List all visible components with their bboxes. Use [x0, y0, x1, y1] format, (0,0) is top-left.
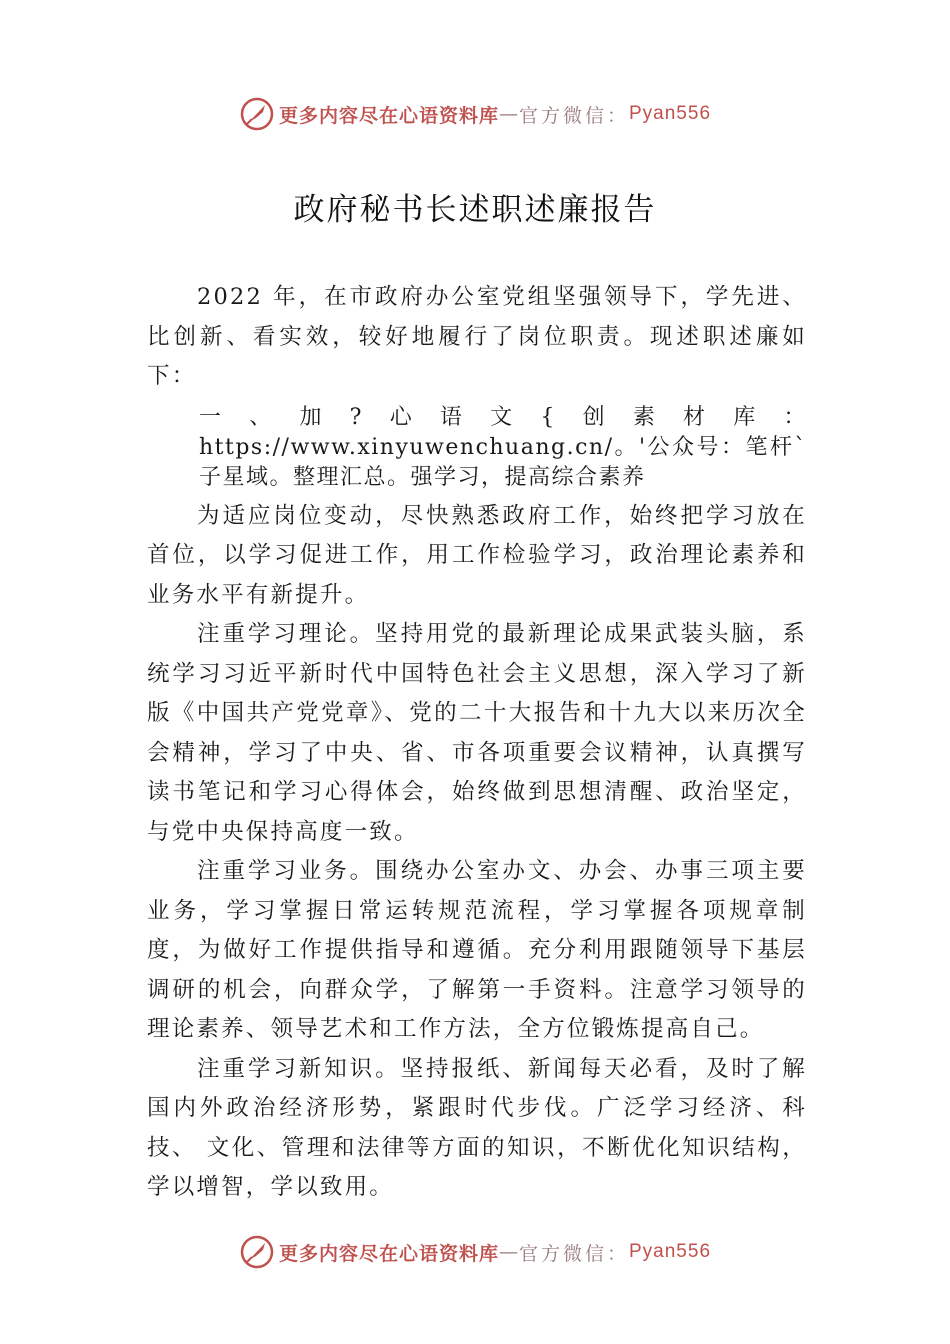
body-paragraph: 注重学习新知识。坚持报纸、新闻每天必看，及时了解国内外政治经济形势，紧跟时代步伐。广泛学习经济、科技、 文化、管理和法律等方面的知识，不断优化知识结构，学以增智，学以致用。: [147, 1055, 807, 1200]
banner-brand: 更多内容尽在心语资料库: [278, 104, 499, 127]
banner-brand: 更多内容尽在心语资料库: [278, 1242, 499, 1265]
intro-paragraph: 2022 年，在市政府办公室党组坚强领导下，学先进、比创新、看实效，较好地履行了岗位职责。现述职述廉如下：: [147, 284, 807, 389]
section-heading: 一、加?心语文{创素材库：https://www.xinyuwenchuang.cn/。'公众号：笔杆`子星域。整理汇总。强学习，提高综合素养: [199, 404, 807, 490]
header-banner: [0, 92, 950, 136]
banner-wechat-label: 官方微信：: [518, 1242, 629, 1265]
quill-circle-icon: [239, 1234, 275, 1270]
banner-separator: —: [498, 1241, 519, 1263]
footer-banner: [0, 1230, 950, 1274]
body-paragraph: 注重学习理论。坚持用党的最新理论成果武装头脑，系统学习习近平新时代中国特色社会主义思想，深入学习了新版《中国共产党党章》、党的二十大报告和十九大以来历次全会精神，学习了中央、省、市各项重要会议精神，认真撰写读书笔记和学习心得体会，始终做到思想清醒、政治坚定， 与党中央保持高度一致。: [147, 621, 807, 845]
banner-wechat-id: Pyan556: [629, 1241, 712, 1262]
document-title: 政府秘书长述职述廉报告: [293, 192, 657, 228]
banner-wechat-id: Pyan556: [629, 103, 712, 124]
banner-separator: —: [498, 103, 519, 125]
quill-circle-icon: [239, 96, 275, 132]
body-paragraph: 为适应岗位变动，尽快熟悉政府工作，始终把学习放在首位，以学习促进工作，用工作检验学习，政治理论素养和业务水平有新提升。: [147, 502, 807, 608]
body-paragraph: 注重学习业务。围绕办公室办文、办会、办事三项主要业务，学习掌握日常运转规范流程，学习掌握各项规章制度，为做好工作提供指导和遵循。充分利用跟随领导下基层调研的机会，向群众学，了解第一手资料。注意学习领导的理论素养、领导艺术和工作方法，全方位锻炼提高自己。: [147, 858, 807, 1042]
document-body: [147, 278, 807, 1208]
banner-wechat-label: 官方微信：: [518, 104, 629, 127]
